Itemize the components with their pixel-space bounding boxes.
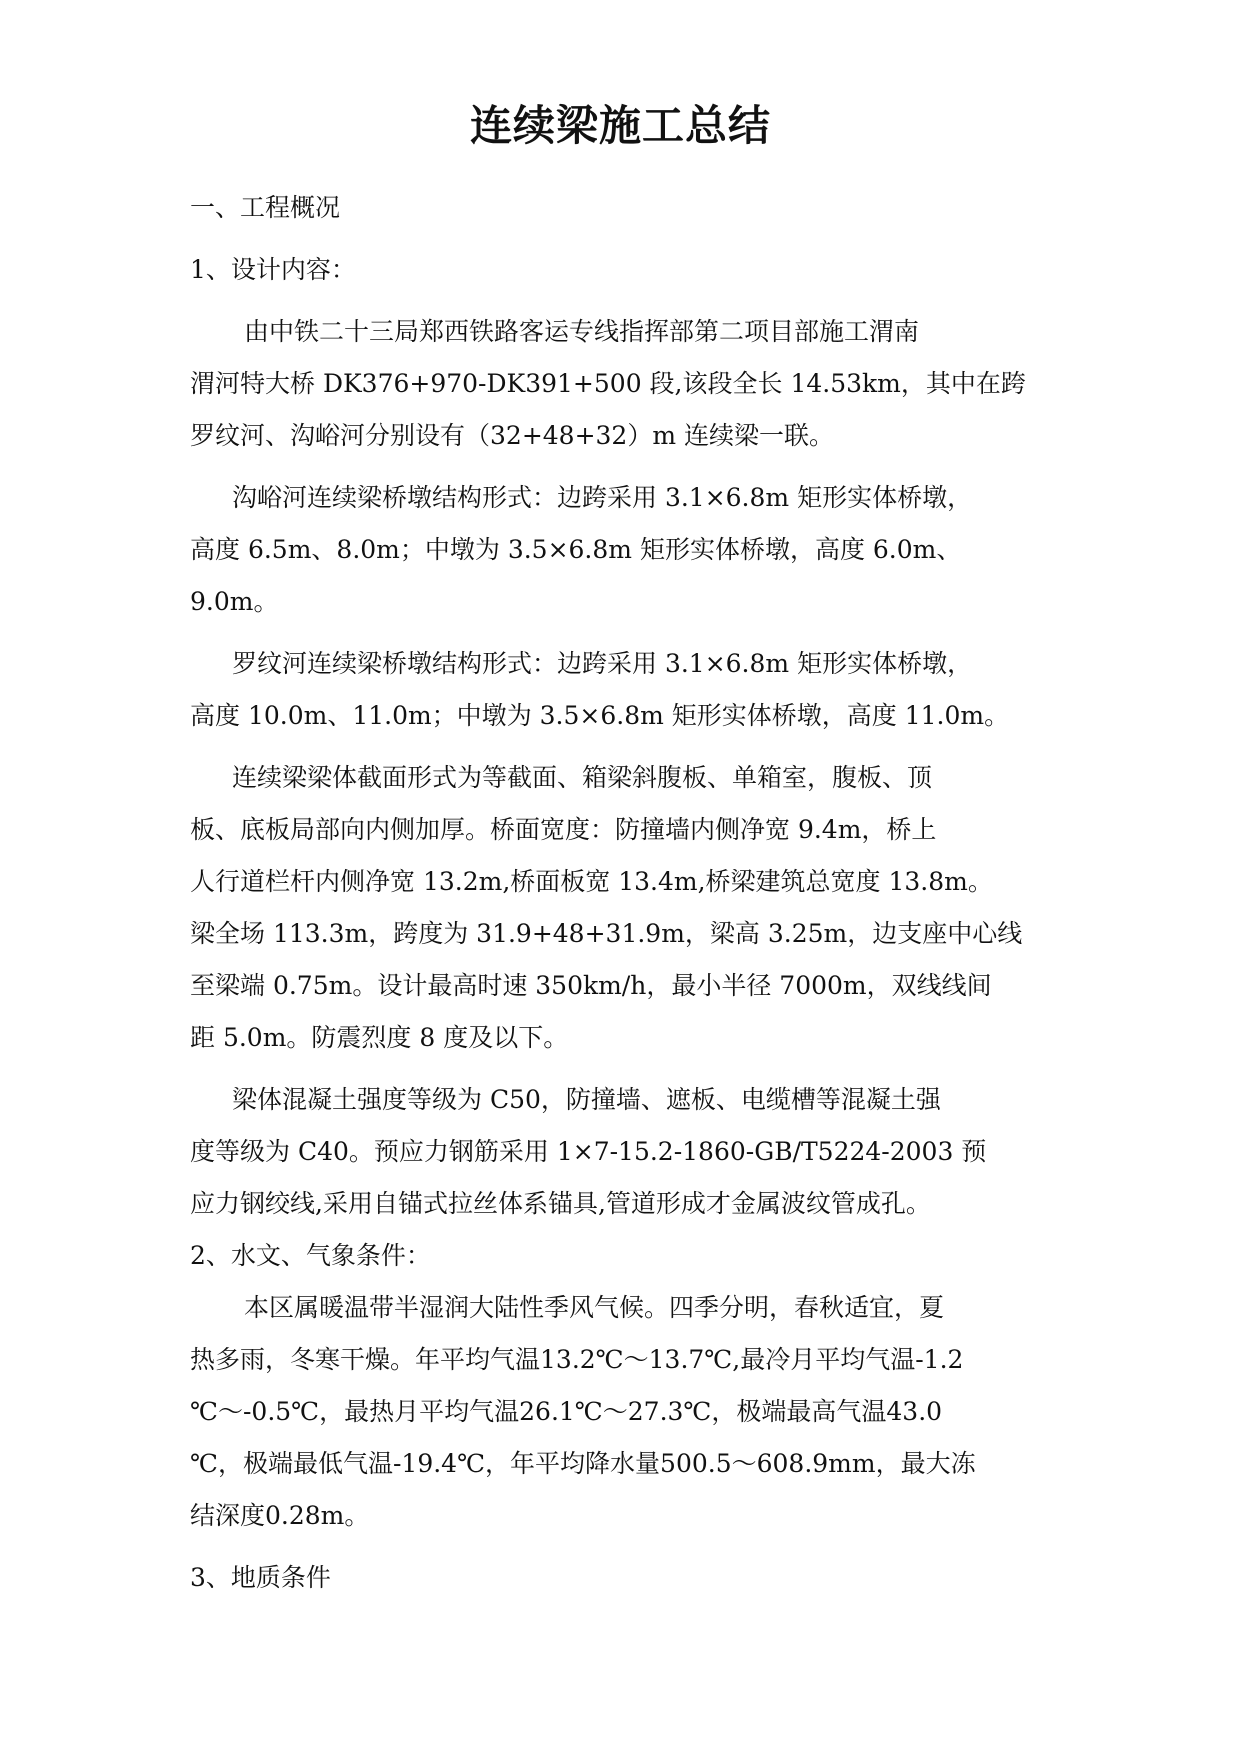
paragraph-luowen-river-piers (190, 638, 1060, 742)
paragraph-line: 人行道栏杆内侧净宽 13.2m,桥面板宽 13.4m,桥梁建筑总宽度 13.8m。 (190, 867, 993, 896)
paragraph-gouyu-river-piers (190, 472, 1060, 628)
paragraph-line: 9.0m。 (190, 587, 279, 616)
paragraph-line: 渭河特大桥 DK376+970-DK391+500 段,该段全长 14.53km，其中在跨 (190, 369, 1026, 398)
paragraph-line: 度等级为 C40。预应力钢筋采用 1×7-15.2-1860-GB/T5224-2003 预 (190, 1137, 987, 1166)
paragraph-line: 结深度0.28m。 (190, 1501, 370, 1530)
paragraph-line: 热多雨，冬寒干燥。年平均气温13.2℃～13.7℃,最冷月平均气温-1.2 (190, 1345, 964, 1374)
subsection-heading-geology: 3、地质条件 (190, 1563, 331, 1592)
paragraph-beam-section (190, 752, 1060, 1064)
document-body (190, 182, 1060, 1604)
section-heading: 一、工程概况 (190, 193, 341, 222)
paragraph-line: ℃，极端最低气温-19.4℃，年平均降水量500.5～608.9mm，最大冻 (190, 1449, 976, 1478)
paragraph-line: 高度 10.0m、11.0m；中墩为 3.5×6.8m 矩形实体桥墩，高度 11.0m。 (190, 701, 1010, 730)
paragraph-line: 罗纹河连续梁桥墩结构形式：边跨采用 3.1×6.8m 矩形实体桥墩， (232, 649, 973, 678)
subsection-heading-design: 1、设计内容： (190, 255, 356, 284)
paragraph-project-scope (190, 306, 1060, 462)
paragraph-line: 梁体混凝土强度等级为 C50，防撞墙、遮板、电缆槽等混凝土强 (232, 1085, 941, 1114)
paragraph-line: 距 5.0m。防震烈度 8 度及以下。 (190, 1023, 569, 1052)
subsection-heading-hydrology: 2、水文、气象条件： (190, 1241, 431, 1270)
page-title: 连续梁施工总结 (469, 101, 771, 150)
paragraph-line: 梁全场 113.3m，跨度为 31.9+48+31.9m，梁高 3.25m，边支座中心线 (190, 919, 1023, 948)
paragraph-line: 由中铁二十三局郑西铁路客运专线指挥部第二项目部施工渭南 (244, 317, 920, 346)
paragraph-line: 连续梁梁体截面形式为等截面、箱梁斜腹板、单箱室，腹板、顶 (232, 763, 933, 792)
paragraph-line: 板、底板局部向内侧加厚。桥面宽度：防撞墙内侧净宽 9.4m，桥上 (190, 815, 937, 844)
paragraph-line: ℃～-0.5℃，最热月平均气温26.1℃～27.3℃，极端最高气温43.0 (190, 1397, 943, 1426)
paragraph-concrete-strength (190, 1074, 1060, 1230)
paragraph-line: 应力钢绞线,采用自锚式拉丝体系锚具,管道形成才金属波纹管成孔。 (190, 1189, 931, 1218)
paragraph-line: 罗纹河、沟峪河分别设有（32+48+32）m 连续梁一联。 (190, 421, 834, 450)
paragraph-line: 至梁端 0.75m。设计最高时速 350km/h，最小半径 7000m，双线线间 (190, 971, 992, 1000)
paragraph-line: 本区属暖温带半湿润大陆性季风气候。四季分明，春秋适宜，夏 (244, 1293, 945, 1322)
paragraph-line: 高度 6.5m、8.0m；中墩为 3.5×6.8m 矩形实体桥墩，高度 6.0m、 (190, 535, 962, 564)
paragraph-climate (190, 1282, 1060, 1542)
paragraph-line: 沟峪河连续梁桥墩结构形式：边跨采用 3.1×6.8m 矩形实体桥墩， (232, 483, 973, 512)
